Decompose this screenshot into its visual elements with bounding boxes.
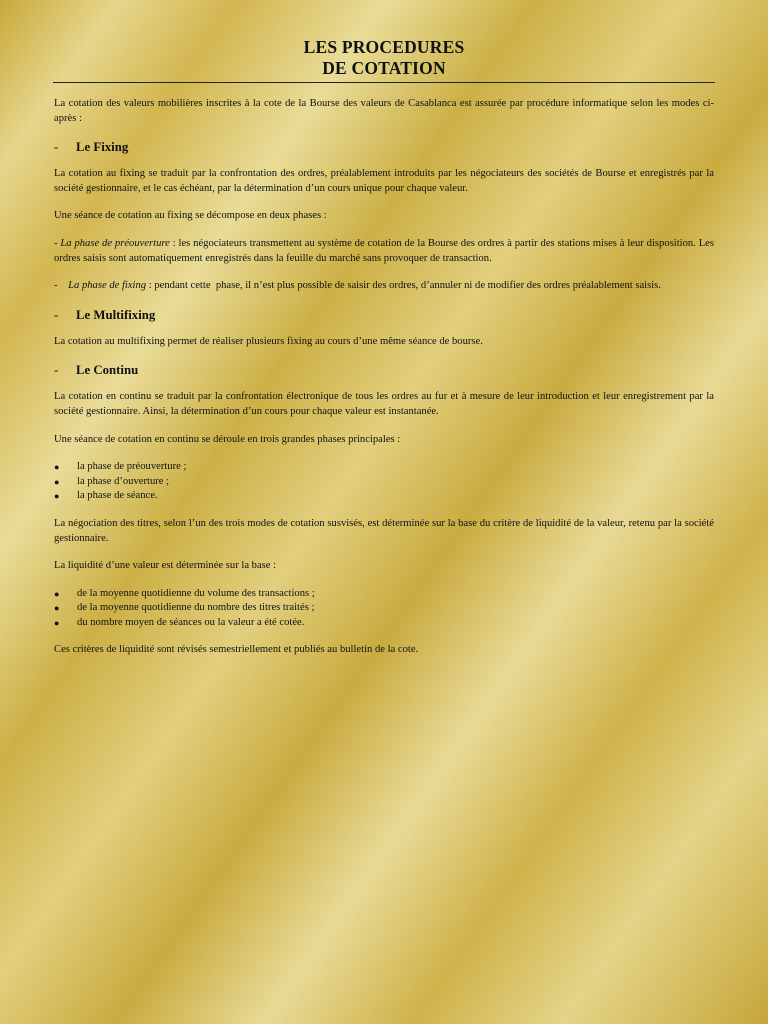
list-item: ● du nombre moyen de séances ou la valeur a été cotée. [54,616,714,631]
continu-paragraph-3: La négociation des titres, selon l’un des trois modes de cotation susvisés, est déterminée sur la base du critère de liquidité de la valeur, retenu par la société gestionnaire. [54,517,714,544]
title-divider [53,82,715,83]
heading-text: Le Continu [76,363,139,378]
liquidity-criteria-list [54,587,714,631]
phase-text: : pendant cette phase, il n’est plus possible de saisir des ordres, d’annuler ni de modifier des ordres préalablement saisis. [146,280,661,292]
title-line-2: DE COTATION [322,58,446,78]
list-item: ● de la moyenne quotidienne du volume des transactions ; [54,587,714,602]
bullet-icon: ● [54,617,60,628]
continu-paragraph-1: La cotation en continu se traduit par la confrontation électronique de tous les ordres au fur et à mesure de leur introduction et leur enregistrement par la société gestionnaire. Ainsi, la détermination d’un cours pour chaque valeur est instantanée. [54,391,714,417]
heading-dash: - [54,307,59,322]
continu-paragraph-2: Une séance de cotation en continu se déroule en trois grandes phases principales : [54,433,401,445]
section-heading-fixing [54,139,714,155]
bullet-icon: ● [54,476,60,487]
bullet-icon: ● [54,603,60,614]
heading-dash: - [54,140,59,155]
heading-text: Le Multifixing [76,307,156,322]
bullet-icon: ● [54,462,60,473]
list-item: ● la phase de séance. [54,489,714,504]
phase-prefix: - [54,237,61,249]
list-item: ● de la moyenne quotidienne du nombre des titres traités ; [54,601,714,616]
fixing-phase-fixing [54,279,714,294]
heading-text: Le Fixing [76,140,129,155]
continu-phases-list [54,460,714,504]
section-heading-continu [54,362,714,378]
continu-paragraph-5: Ces critères de liquidité sont révisés semestriellement et publiés au bulletin de la cote. [54,644,419,656]
fixing-paragraph-2: Une séance de cotation au fixing se décompose en deux phases : [54,210,327,222]
phase-label: La phase de fixing [68,280,147,292]
page-title [54,37,714,79]
intro-paragraph: La cotation des valeurs mobilières inscrites à la cote de la Bourse des valeurs de Casablanca est assurée par procédure informatique selon les modes ci-après : [54,98,714,124]
multifixing-paragraph: La cotation au multifixing permet de réaliser plusieurs fixing au cours d’une même séance de bourse. [54,335,483,347]
list-item: ● la phase de préouverture ; [54,460,714,475]
continu-paragraph-4: La liquidité d’une valeur est déterminée sur la base : [54,560,277,572]
phase-prefix: - [54,280,69,292]
fixing-phase-preouverture [54,237,714,266]
section-heading-multifixing [54,307,714,323]
list-item: ● la phase d’ouverture ; [54,475,714,490]
document-page [54,37,714,671]
phase-text: : les négociateurs transmettent au système de cotation de la Bourse des ordres à partir des stations mises à leur disposition. Les ordres saisis sont automatiquement enregistrés dans la feuille du marché sans provoquer de transaction. [54,237,714,264]
fixing-paragraph-1: La cotation au fixing se traduit par la confrontation des ordres, préalablement introduits par les négociateurs des sociétés de Bourse et enregistrés par la société gestionnaire, et le cas échéant, par la détermination d’un cours unique pour chaque valeur. [54,168,714,194]
heading-dash: - [54,363,59,378]
bullet-icon: ● [54,588,60,599]
title-line-1: LES PROCEDURES [303,37,465,57]
bullet-icon: ● [54,491,60,502]
phase-label: La phase de préouverture [60,237,170,249]
